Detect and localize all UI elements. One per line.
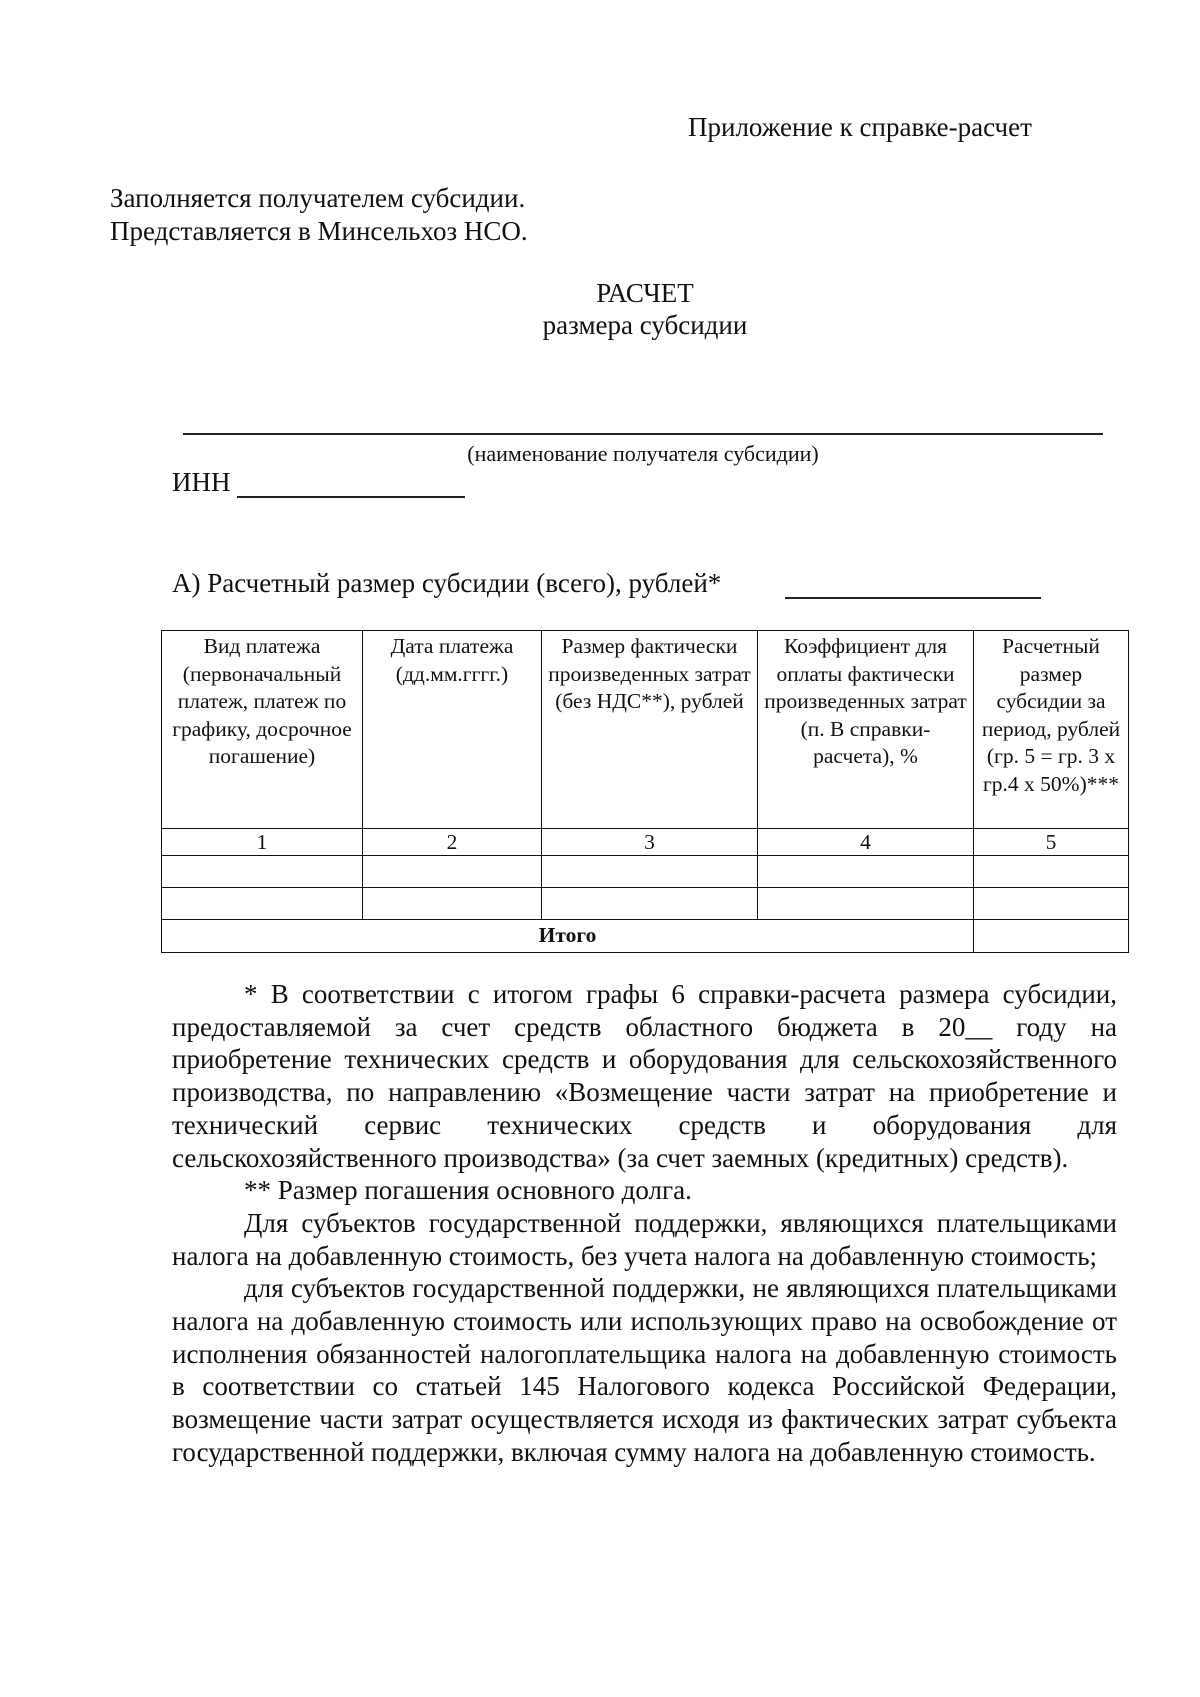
filled-by-text: Заполняется получателем субсидии. — [110, 183, 526, 213]
table-cell[interactable] — [974, 856, 1129, 888]
footnotes-section — [172, 978, 1117, 1469]
table-cell[interactable] — [758, 856, 974, 888]
table-cell[interactable] — [363, 888, 542, 920]
total-subsidy-blank-line[interactable] — [785, 597, 1041, 599]
document-subtitle: размера субсидии — [542, 310, 748, 340]
header-actual-costs: Размер фактически произведенных затрат (без НДС**), рублей — [542, 631, 758, 829]
table-cell[interactable] — [974, 888, 1129, 920]
column-number-cell: 3 — [542, 829, 758, 856]
table-cell[interactable] — [542, 856, 758, 888]
total-subsidy-label: А) Расчетный размер субсидии (всего), рублей* — [172, 568, 722, 598]
table-cell[interactable] — [758, 888, 974, 920]
table-header-row — [162, 631, 1129, 829]
total-label-cell: Итого — [162, 920, 974, 953]
header-coefficient: Коэффициент для оплаты фактически произведенных затрат (п. В справки-расчета), % — [758, 631, 974, 829]
recipient-name-caption: (наименование получателя субсидии) — [467, 441, 819, 466]
table-cell[interactable] — [542, 888, 758, 920]
inn-label: ИНН — [172, 467, 231, 497]
column-number-cell: 2 — [363, 829, 542, 856]
submitted-to-text: Представляется в Минсельхоз НСО. — [110, 216, 528, 246]
footnote-single-asterisk: * В соответствии с итогом графы 6 справки-расчета размера субсидии, предоставляемой за счет средств областного бюджета в 20__ году на приобретение технических средств и оборудования для сельскохозяйственного производства, по направлению «Возмещение части затрат на приобретение и технический сервис технических средств и оборудования для сельскохозяйственного производства» (за счет заемных (кредитных) средств). — [172, 979, 1117, 1173]
column-number-cell: 1 — [162, 829, 363, 856]
recipient-name-blank-line[interactable] — [183, 433, 1103, 435]
total-value-cell[interactable] — [974, 920, 1129, 953]
annex-label: Приложение к справке-расчет — [688, 112, 1032, 142]
column-number-cell: 4 — [758, 829, 974, 856]
table-row — [162, 856, 1129, 888]
inn-blank-line[interactable] — [237, 496, 465, 498]
table-cell[interactable] — [162, 856, 363, 888]
table-row — [162, 888, 1129, 920]
document-title: РАСЧЕТ — [596, 278, 694, 308]
table-number-row — [162, 829, 1129, 856]
column-number-cell: 5 — [974, 829, 1129, 856]
header-estimated-subsidy: Расчетный размер субсидии за период, рублей (гр. 5 = гр. 3 х гр.4 х 50%)*** — [974, 631, 1129, 829]
footnote-double-asterisk: ** Размер погашения основного долга. — [244, 1175, 692, 1206]
instructions-block — [110, 182, 528, 248]
calculation-table — [161, 630, 1129, 953]
header-payment-type: Вид платежа (первоначальный платеж, платеж по графику, досрочное погашение) — [162, 631, 363, 829]
vat-payers-note: Для субъектов государственной поддержки, являющихся плательщиками налога на добавленную стоимость, без учета налога на добавленную стоимость; — [172, 1207, 1117, 1271]
header-payment-date: Дата платежа (дд.мм.гггг.) — [363, 631, 542, 829]
vat-exempt-note: для субъектов государственной поддержки, не являющихся плательщиками налога на добавленную стоимость или использующих право на освобождение от исполнения обязанностей налогоплательщика налога на добавленную стоимость в соответствии со статьей 145 Налогового кодекса Российской Федерации, возмещение части затрат осуществляется исходя из фактических затрат субъекта государственной поддержки, включая сумму налога на добавленную стоимость. — [172, 1273, 1117, 1467]
table-cell[interactable] — [162, 888, 363, 920]
table-cell[interactable] — [363, 856, 542, 888]
table-total-row — [162, 920, 1129, 953]
